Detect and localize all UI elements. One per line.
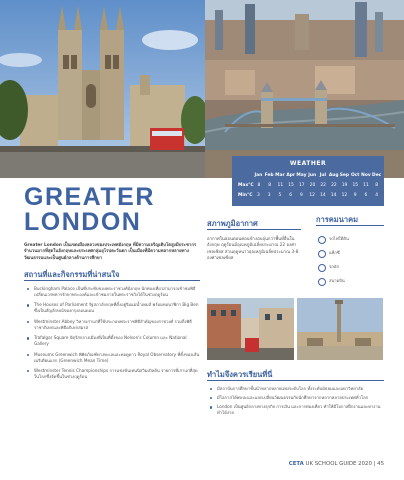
weather-min-value: 14	[330, 193, 337, 198]
weather-month: Jun	[308, 173, 317, 178]
weather-month: Dec	[372, 173, 382, 178]
weather-month: Mar	[275, 173, 285, 178]
trafalgar-square-photo	[297, 298, 383, 360]
attractions-divider	[24, 280, 200, 281]
underground-icon	[318, 236, 326, 244]
weather-max-value: 8	[257, 183, 261, 188]
climate-paragraph: อากาศในลอนดอนค่อนข้างอบอุ่นกว่าพื้นที่อื่นในอังกฤษ ฤดูร้อนมีอุณหภูมิเฉลี่ยประมาณ 22 องศาเซลเซียส ส่วนฤดูหนาวอุณหภูมิเฉลี่ยประมาณ 3-8 องศาเซลเซียส	[207, 237, 299, 262]
transport-label: รถไฟใต้ดิน	[329, 236, 349, 241]
weather-min-row	[238, 193, 382, 198]
weather-max-value: 22	[331, 183, 337, 188]
page-title-line-1: GREATER	[24, 183, 155, 211]
footer-brand: CETA	[288, 461, 304, 467]
list-item: มีสถาบันการศึกษาชั้นนำหลากหลายแห่งระดับโลก ทั้งระดับมัธยมและมหาวิทยาลัย	[209, 386, 384, 392]
weather-max-value: 17	[298, 183, 305, 188]
weather-min-value: 3	[257, 193, 260, 198]
weather-months-row	[238, 173, 382, 178]
weather-max-value: 20	[309, 183, 316, 188]
transport-item	[318, 236, 384, 250]
list-item: Buckingham Palace เป็นที่ประทับของพระราชวงศ์อังกฤษ นักท่องเที่ยวสามารถเข้าชมพิธีเปลี่ยนเวรทหารรักษาพระองค์และเข้าชมภายในพระราชวังได้ในช่วงฤดูร้อน	[26, 286, 202, 298]
weather-month: Feb	[264, 173, 274, 178]
list-item: Museums Greenwich พิพิธภัณฑ์ทางทะเลและหอดูดาว Royal Observatory ที่ตั้งของเส้นเมริเดียนแรก (Greenwich Mean Time)	[26, 352, 202, 364]
weather-min-value: 12	[341, 193, 348, 198]
weather-month: Apr	[286, 173, 296, 178]
weather-month: Sep	[339, 173, 350, 178]
weather-min-value: 14	[320, 193, 326, 198]
weather-max-row	[238, 183, 382, 188]
intro-paragraph: Greater London เป็นเขตเมืองหลวงของประเทศอังกฤษ ที่มีความเจริญเติบโตสูงมีประชากรจำนวนมากที่สุดในอังกฤษและประเทศกลุ่มยุโรปตะวันตก เป็นเมืองที่มีความหลากหลายทางวัฒนธรรมและเป็นศูนย์กลางด้านการศึกษา	[24, 243, 197, 261]
weather-max-value: 11	[363, 183, 369, 188]
attractions-heading: สถานที่และกิจกรรมที่น่าสนใจ	[24, 270, 120, 279]
weather-min-value: 5	[278, 193, 282, 198]
weather-min-label: Min°C	[238, 193, 253, 198]
transport-heading: การคมนาคม	[316, 215, 359, 224]
weather-month: Jul	[319, 173, 327, 178]
climate-heading: สภาพภูมิอากาศ	[207, 219, 258, 228]
climate-divider	[207, 229, 301, 230]
weather-table	[232, 156, 384, 206]
weather-min-value: 12	[309, 193, 315, 198]
page-title-line-2: LONDON	[24, 208, 142, 236]
weather-title: WEATHER	[289, 160, 327, 167]
transport-item	[318, 250, 384, 264]
airport-icon	[318, 278, 326, 286]
list-item: Trafalgar Square จัตุรัสกลางเมืองที่เป็นที่ตั้งของ Nelson's Column และ National Gallery	[26, 335, 202, 347]
weather-max-value: 22	[320, 183, 326, 188]
weather-min-value: 9	[353, 193, 357, 198]
weather-month: May	[296, 173, 307, 178]
page-footer	[289, 461, 384, 467]
transport-label: สนามบิน	[329, 278, 345, 283]
transport-label: แท็กซี่	[329, 250, 340, 255]
weather-max-value: 11	[277, 183, 284, 188]
transport-label: รถบัส	[329, 264, 339, 269]
weather-max-value: 8	[375, 183, 379, 188]
weather-month: Nov	[361, 173, 371, 178]
list-item: Westminster Abbey วิหารเก่าแก่ที่ใช้ประกอบพระราชพิธีสำคัญของราชวงศ์ รวมถึงพิธีราชาภิเษกและพิธีอภิเษกสมรส	[26, 319, 202, 331]
list-item: London เป็นศูนย์กลางทางธุรกิจ การเงิน และการท่องเที่ยว ทำให้มีโอกาสฝึกงานและหางานทำได้ง่าย	[209, 404, 384, 416]
study-heading: ทำไมจึงควรเรียนที่นี่	[207, 370, 273, 379]
weather-month: Jan	[254, 173, 263, 178]
transport-item	[318, 264, 384, 278]
weather-max-label: Max°C	[238, 183, 254, 188]
weather-min-value: 6	[289, 193, 293, 198]
study-divider	[207, 380, 384, 381]
london-skyline-photo	[205, 0, 404, 178]
weather-max-value: 15	[288, 183, 294, 188]
footer-separator: |	[373, 461, 376, 467]
taxi-icon	[318, 250, 326, 258]
list-item: มีโอกาสได้พบปะและแลกเปลี่ยนวัฒนธรรมกับนักศึกษาจากหลากหลายประเทศทั่วโลก	[209, 395, 384, 401]
weather-min-value: 6	[364, 193, 368, 198]
weather-month: Aug	[328, 173, 339, 178]
london-street-photo	[207, 298, 294, 360]
weather-min-value: 9	[300, 193, 303, 198]
weather-max-value: 8	[268, 183, 272, 188]
weather-month: Oct	[350, 173, 360, 178]
transport-list	[318, 236, 384, 292]
transport-item	[318, 278, 384, 292]
page-number: 45	[377, 461, 384, 467]
transport-divider	[316, 225, 384, 226]
list-item: Westminster Tennis Championships การแข่งขันเทนนิสวิมเบิลดัน รายการที่เก่าแก่ที่สุดในโลกซึ่งจัดขึ้นในช่วงฤดูร้อน	[26, 368, 202, 380]
weather-max-value: 19	[341, 183, 348, 188]
weather-max-value: 15	[352, 183, 359, 188]
westminster-abbey-photo	[0, 0, 205, 178]
study-list	[209, 386, 384, 419]
footer-guide: UK SCHOOL GUIDE 2020	[305, 461, 372, 467]
weather-min-value: 3	[267, 193, 271, 198]
weather-min-value: 4	[375, 193, 379, 198]
attractions-list	[26, 286, 202, 384]
list-item: The Houses of Parliament รัฐสภาอังกฤษที่ตั้งอยู่ริมแม่น้ำเทมส์ พร้อมหอนาฬิกา Big Ben ซึ่งเป็นสัญลักษณ์ของกรุงลอนดอน	[26, 302, 202, 314]
bus-icon	[318, 264, 326, 272]
